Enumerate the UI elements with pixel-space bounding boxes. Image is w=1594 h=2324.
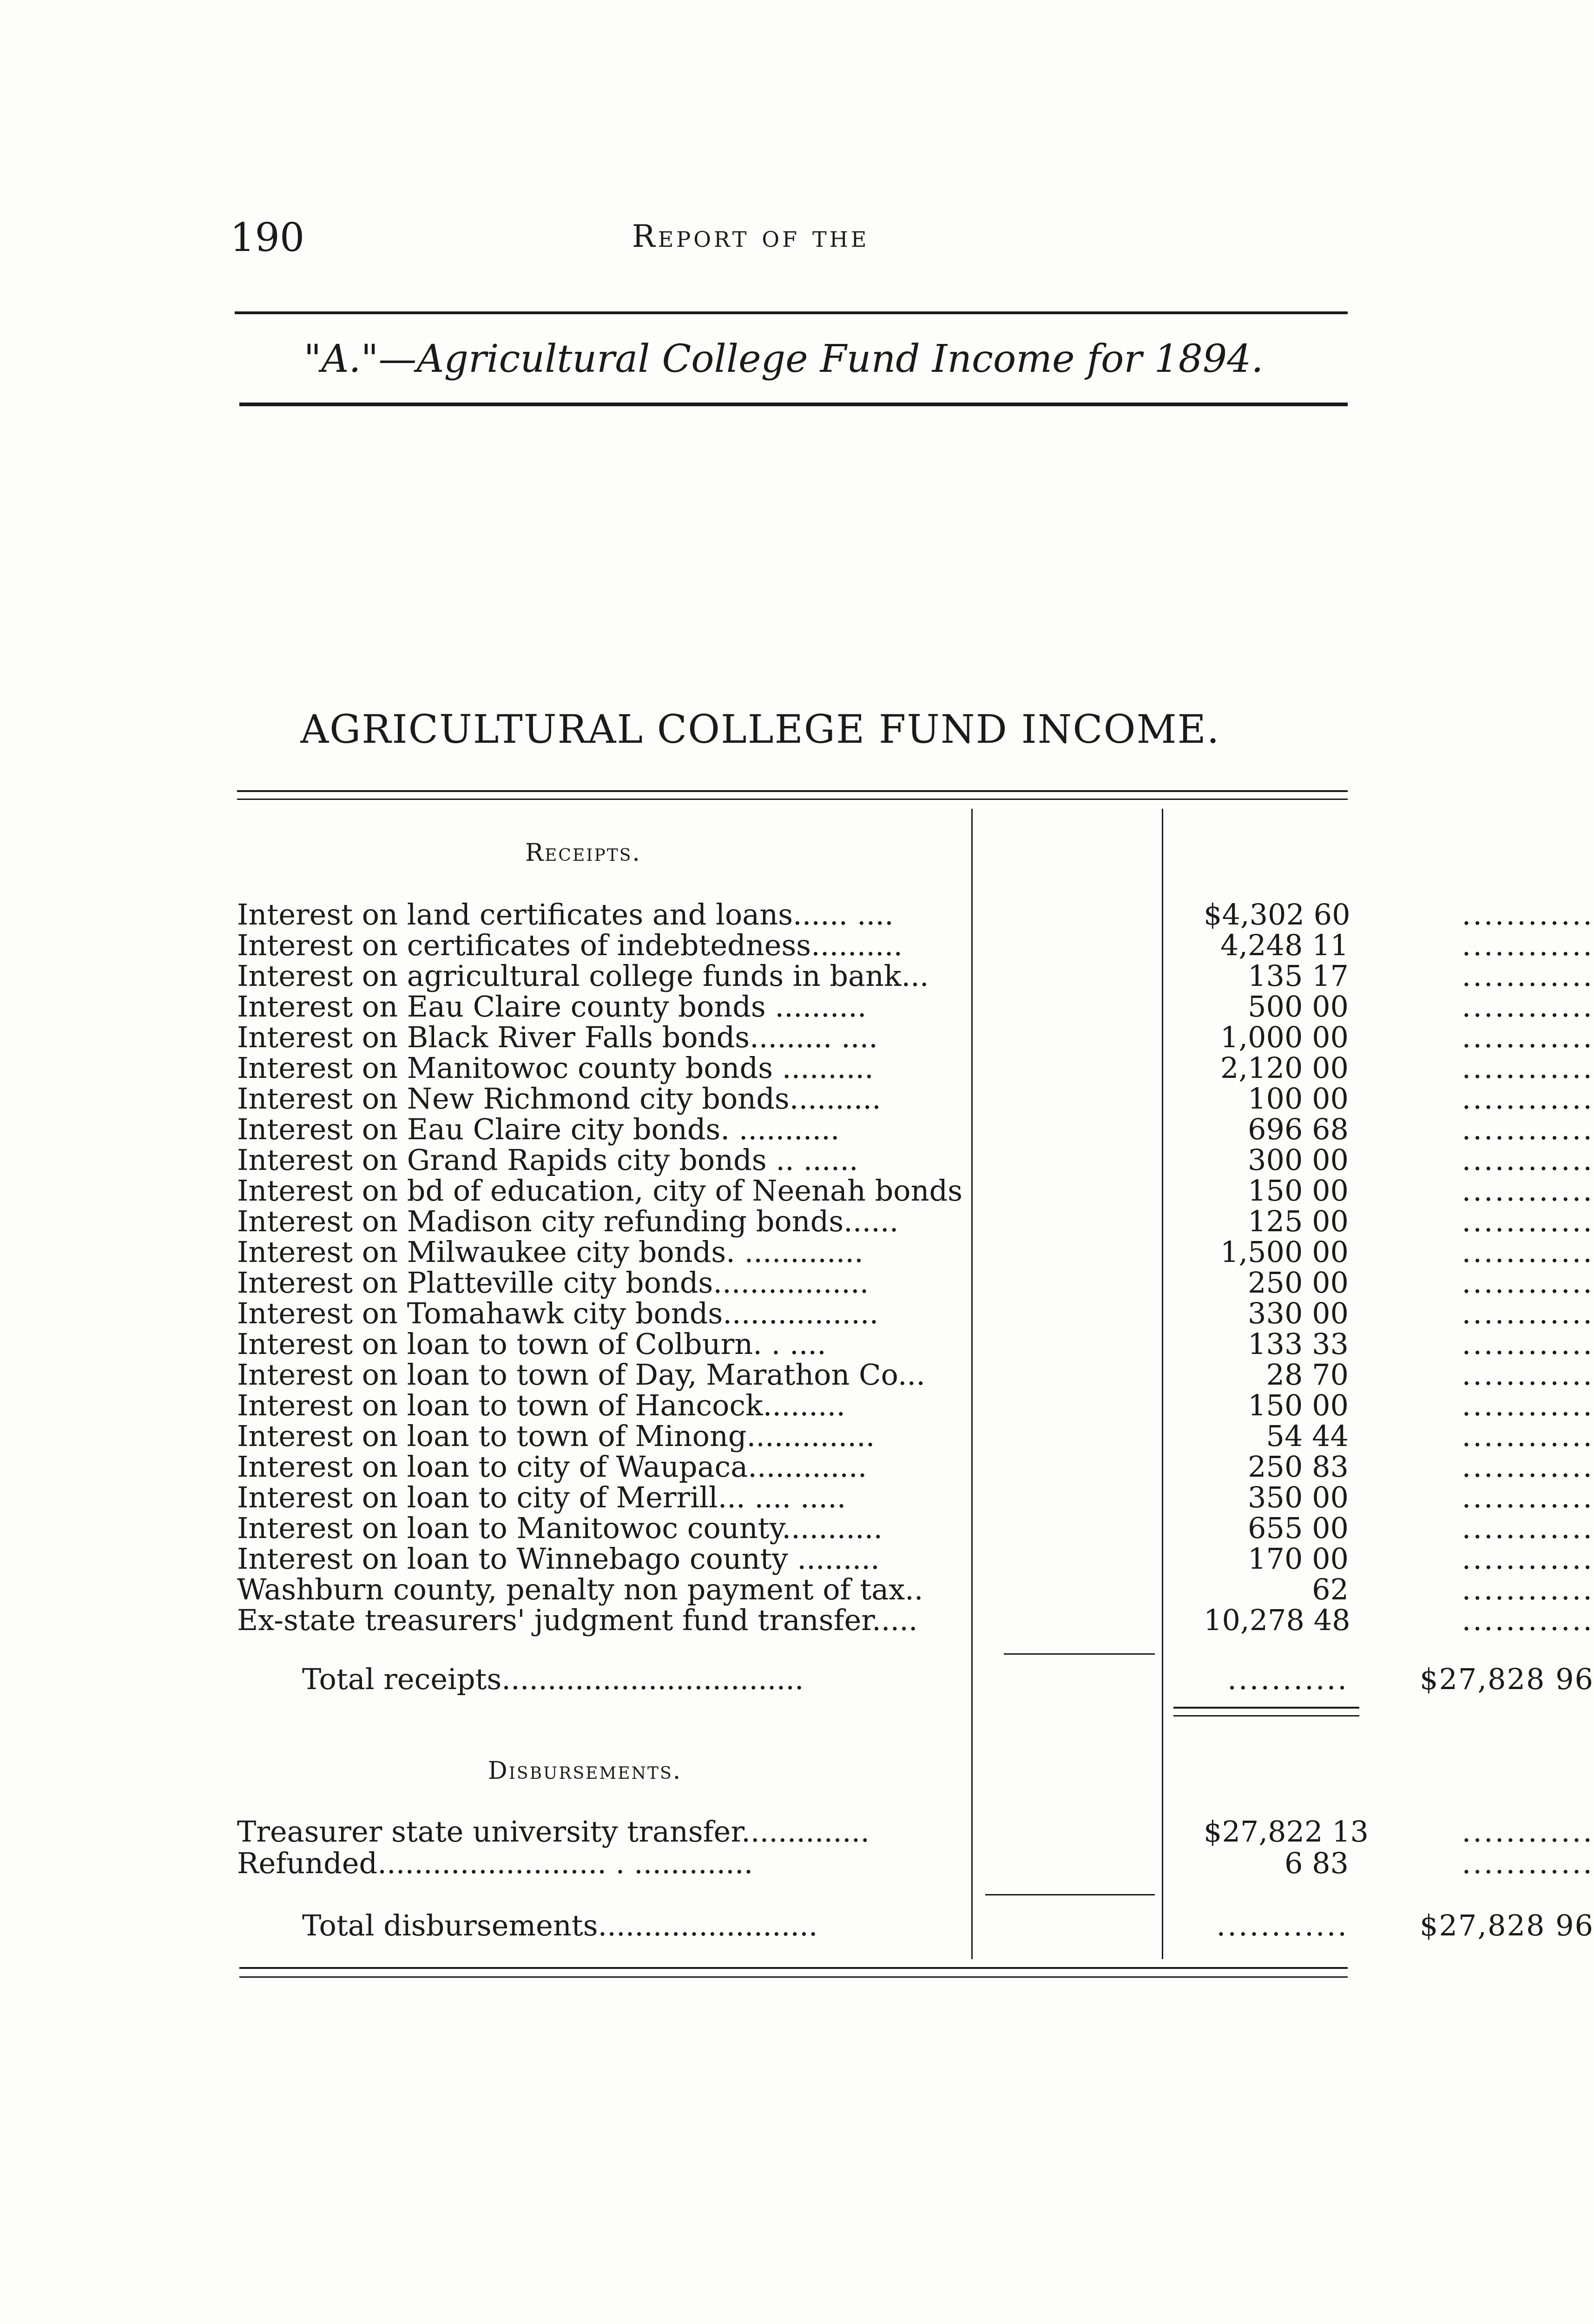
table-row xyxy=(237,1388,1594,1422)
row-leader-dots: ............ xyxy=(1462,1204,1594,1238)
table-row xyxy=(237,1051,1594,1085)
row-leader-dots: ............ xyxy=(1462,1388,1594,1422)
disbursements-heading: Disbursements. xyxy=(488,1757,682,1785)
row-leader-dots: ............ xyxy=(1462,1815,1594,1849)
disbursements-total-row xyxy=(237,1908,1594,1942)
row-leader-dots: ............ xyxy=(1462,1051,1594,1085)
row-leader-dots: ............ xyxy=(1462,990,1594,1023)
receipts-total-row xyxy=(237,1662,1594,1696)
row-amount: 170 00 xyxy=(1248,1542,1349,1576)
row-leader-dots: ............ xyxy=(1462,928,1594,962)
row-amount: 150 00 xyxy=(1248,1388,1349,1422)
row-leader-dots: ............ xyxy=(1462,1112,1594,1146)
row-leader-dots: ............ xyxy=(1462,1419,1594,1453)
table-top-rule-2 xyxy=(237,799,1348,800)
row-amount: 250 83 xyxy=(1248,1450,1349,1484)
subtitle-rule xyxy=(239,403,1348,406)
row-description: Interest on Eau Claire city bonds. ........... xyxy=(237,1112,840,1146)
table-row xyxy=(237,1450,1594,1484)
table-row xyxy=(237,1815,1594,1849)
page-number: 190 xyxy=(230,215,305,260)
row-description: Interest on loan to town of Hancock......... xyxy=(237,1388,846,1422)
table-row xyxy=(237,1112,1594,1146)
row-amount: 135 17 xyxy=(1248,959,1349,993)
disbursements-total: $27,828 96 xyxy=(1420,1908,1594,1942)
receipts-total: $27,828 96 xyxy=(1420,1662,1594,1696)
row-leader-dots: ............ xyxy=(1462,1020,1594,1054)
row-leader-dots: ............ xyxy=(1462,1603,1594,1637)
row-amount: 250 00 xyxy=(1248,1266,1349,1300)
table-bottom-rule-2 xyxy=(239,1976,1348,1978)
row-description: Ex-state treasurers' judgment fund transfer..... xyxy=(237,1603,918,1637)
receipts-subtotal-rule xyxy=(1004,1653,1155,1655)
table-row xyxy=(237,1603,1594,1637)
row-description: Interest on Eau Claire county bonds .......... xyxy=(237,990,867,1023)
row-leader-dots: ............ xyxy=(1462,898,1594,931)
row-description: Interest on loan to town of Day, Marathon Co... xyxy=(237,1358,925,1392)
row-leader-dots: ............ xyxy=(1462,1235,1594,1269)
table-row xyxy=(237,928,1594,962)
receipts-total-placeholder: ........... xyxy=(1227,1662,1349,1696)
table-bottom-rule xyxy=(239,1967,1348,1969)
row-description: Interest on loan to city of Merrill... .... ..... xyxy=(237,1480,846,1514)
table-row xyxy=(237,1143,1594,1177)
table-row xyxy=(237,1480,1594,1514)
row-description: Interest on loan to Manitowoc county........... xyxy=(237,1511,883,1545)
table-row xyxy=(237,1266,1594,1300)
row-leader-dots: ............ xyxy=(1462,1358,1594,1392)
row-leader-dots: ............ xyxy=(1462,1846,1594,1880)
disbursements-subtotal-rule xyxy=(985,1894,1155,1895)
row-amount: 10,278 48 xyxy=(1204,1603,1350,1637)
row-amount: 4,248 11 xyxy=(1220,928,1349,962)
row-leader-dots: ............ xyxy=(1462,1542,1594,1576)
row-description: Interest on Grand Rapids city bonds .. ...... xyxy=(237,1143,858,1177)
row-amount: 62 xyxy=(1312,1572,1349,1606)
table-row xyxy=(237,1082,1594,1116)
table-row xyxy=(237,1235,1594,1269)
row-amount: 54 44 xyxy=(1266,1419,1349,1453)
row-description: Interest on Madison city refunding bonds...... xyxy=(237,1204,899,1238)
running-head: Report of the xyxy=(632,218,869,254)
row-amount: 1,500 00 xyxy=(1220,1235,1349,1269)
receipts-total-rule-2 xyxy=(1173,1715,1359,1717)
row-description: Interest on Black River Falls bonds......... .... xyxy=(237,1020,878,1054)
row-leader-dots: ............ xyxy=(1462,1327,1594,1361)
receipts-total-rule-1 xyxy=(1173,1707,1359,1709)
table-row xyxy=(237,1542,1594,1576)
table-row xyxy=(237,898,1594,931)
row-description: Interest on loan to town of Minong.............. xyxy=(237,1419,875,1453)
row-description: Interest on Manitowoc county bonds .......... xyxy=(237,1051,874,1085)
row-description: Treasurer state university transfer.............. xyxy=(237,1815,870,1849)
row-leader-dots: ............ xyxy=(1462,1450,1594,1484)
table-row xyxy=(237,1204,1594,1238)
row-description: Washburn county, penalty non payment of tax.. xyxy=(237,1572,923,1606)
row-description: Interest on certificates of indebtedness.......... xyxy=(237,928,903,962)
row-description: Interest on loan to Winnebago county ......... xyxy=(237,1542,880,1576)
header-rule xyxy=(235,311,1348,314)
row-amount: 655 00 xyxy=(1248,1511,1349,1545)
row-amount: 2,120 00 xyxy=(1220,1051,1349,1085)
row-description: Interest on agricultural college funds in bank... xyxy=(237,959,929,993)
subtitle: "A."—Agricultural College Fund Income for 1894. xyxy=(303,337,1264,381)
row-amount: 125 00 xyxy=(1248,1204,1349,1238)
row-amount: 330 00 xyxy=(1248,1296,1349,1330)
row-amount: 696 68 xyxy=(1248,1112,1349,1146)
table-top-rule xyxy=(237,790,1348,792)
row-amount: 500 00 xyxy=(1248,990,1349,1023)
row-description: Interest on loan to city of Waupaca............. xyxy=(237,1450,867,1484)
row-description: Interest on bd of education, city of Neenah bonds xyxy=(237,1174,963,1208)
row-description: Interest on Milwaukee city bonds. ............. xyxy=(237,1235,863,1269)
table-row xyxy=(237,1419,1594,1453)
row-amount: 1,000 00 xyxy=(1220,1020,1349,1054)
row-description: Interest on New Richmond city bonds.......... xyxy=(237,1082,881,1116)
receipts-total-label: Total receipts................................. xyxy=(302,1662,804,1696)
row-description: Interest on Platteville city bonds................. xyxy=(237,1266,869,1300)
row-amount: 300 00 xyxy=(1248,1143,1349,1177)
row-amount: 150 00 xyxy=(1248,1174,1349,1208)
row-amount: 28 70 xyxy=(1266,1358,1349,1392)
table-title: AGRICULTURAL COLLEGE FUND INCOME. xyxy=(300,706,1220,752)
row-amount: 6 83 xyxy=(1284,1846,1349,1880)
table-row xyxy=(237,1358,1594,1392)
table-row xyxy=(237,1020,1594,1054)
row-description: Interest on land certificates and loans...... .... xyxy=(237,898,894,931)
row-leader-dots: ............ xyxy=(1462,1082,1594,1116)
row-leader-dots: ............ xyxy=(1462,1266,1594,1300)
row-amount: 350 00 xyxy=(1248,1480,1349,1514)
row-leader-dots: ............ xyxy=(1462,959,1594,993)
row-description: Interest on loan to town of Colburn. . .... xyxy=(237,1327,826,1361)
table-row xyxy=(237,1174,1594,1208)
row-amount: $27,822 13 xyxy=(1204,1815,1369,1849)
row-amount: 133 33 xyxy=(1248,1327,1349,1361)
row-leader-dots: ............ xyxy=(1462,1480,1594,1514)
row-amount: $4,302 60 xyxy=(1204,898,1350,931)
table-row xyxy=(237,959,1594,993)
table-row xyxy=(237,1572,1594,1606)
row-description: Refunded......................... . ............. xyxy=(237,1846,753,1880)
table-row xyxy=(237,1846,1594,1880)
row-leader-dots: ............ xyxy=(1462,1296,1594,1330)
receipts-heading: Receipts. xyxy=(525,839,641,867)
row-leader-dots: ............ xyxy=(1462,1572,1594,1606)
disbursements-total-placeholder: ............ xyxy=(1216,1908,1349,1942)
table-row xyxy=(237,1296,1594,1330)
row-leader-dots: ............ xyxy=(1462,1174,1594,1208)
table-row xyxy=(237,990,1594,1023)
table-row xyxy=(237,1327,1594,1361)
table-row xyxy=(237,1511,1594,1545)
row-amount: 100 00 xyxy=(1248,1082,1349,1116)
row-leader-dots: ............ xyxy=(1462,1143,1594,1177)
disbursements-total-label: Total disbursements........................ xyxy=(302,1908,818,1942)
row-description: Interest on Tomahawk city bonds................. xyxy=(237,1296,879,1330)
row-leader-dots: ............ xyxy=(1462,1511,1594,1545)
